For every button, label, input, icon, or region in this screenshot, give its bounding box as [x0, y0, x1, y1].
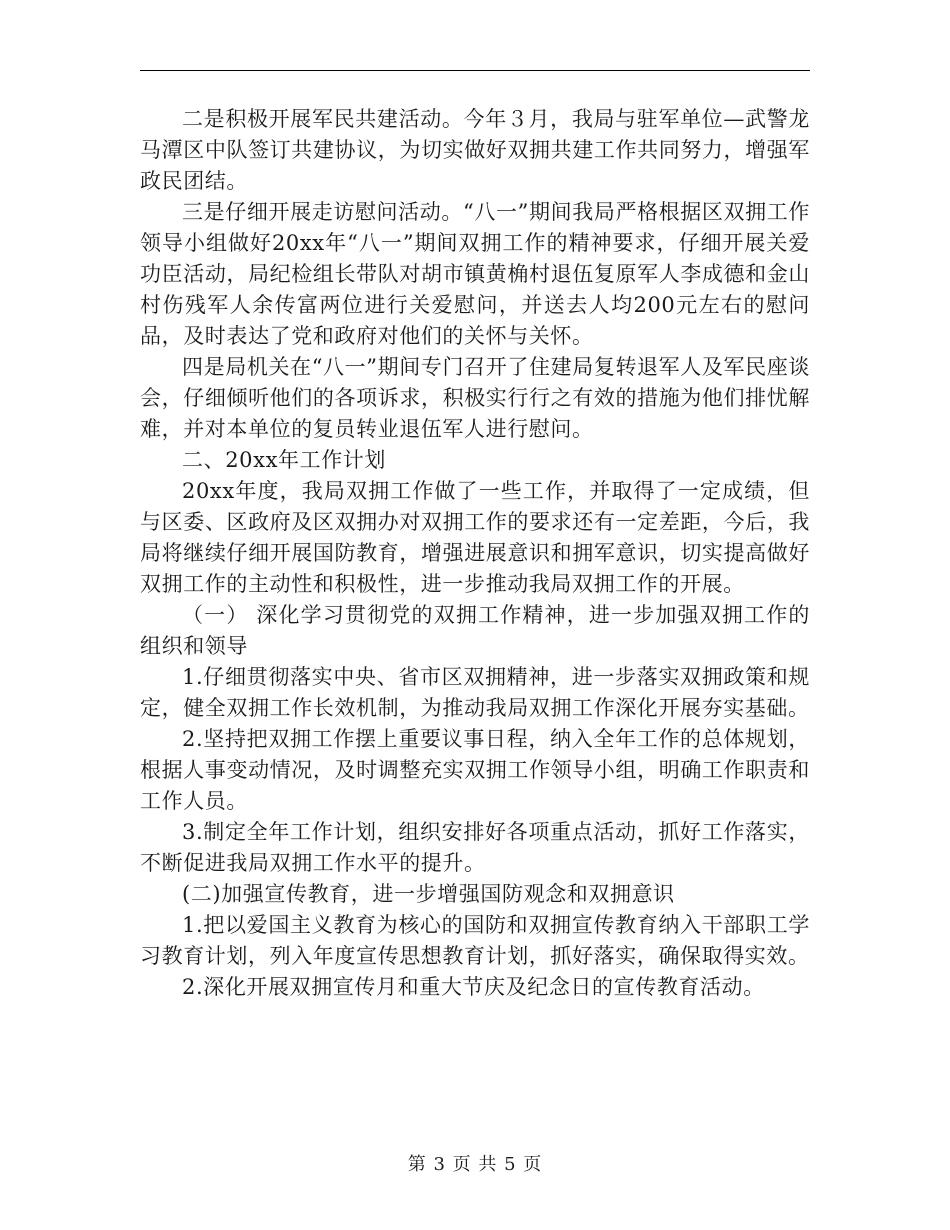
page-footer: 第 3 页 共 5 页	[407, 1154, 543, 1175]
subheading-2: (二)加强宣传教育，进一步增强国防观念和双拥意识	[182, 882, 675, 906]
section-heading-work-plan: 二、20xx年工作计划	[182, 448, 387, 472]
list-item-1-3: 3.制定全年工作计划，组织安排好各项重点活动，抓好工作落实，不断促进我局双拥工作水平的提升。	[140, 820, 810, 875]
document-body	[140, 104, 810, 1003]
paragraph-3: 四是局机关在“八一”期间专门召开了住建局复转退军人及军民座谈会，仔细倾听他们的各项诉求，积极实行行之有效的措施为他们排忧解难，并对本单位的复员转业退伍军人进行慰问。	[140, 355, 810, 441]
subheading-1: （一） 深化学习贯彻党的双拥工作精神，进一步加强双拥工作的组织和领导	[140, 603, 810, 658]
paragraph-1: 二是积极开展军民共建活动。今年３月，我局与驻军单位—武警龙马潭区中队签订共建协议，为切实做好双拥共建工作共同努力，增强军政民团结。	[140, 107, 810, 193]
list-item-2-2: 2.深化开展双拥宣传月和重大节庆及纪念日的宣传教育活动。	[182, 975, 765, 999]
list-item-1-1: 1.仔细贯彻落实中央、省市区双拥精神，进一步落实双拥政策和规定，健全双拥工作长效机制，为推动我局双拥工作深化开展夯实基础。	[140, 665, 810, 720]
list-item-2-1: 1.把以爱国主义教育为核心的国防和双拥宣传教育纳入干部职工学习教育计划，列入年度宣传思想教育计划，抓好落实，确保取得实效。	[140, 913, 810, 968]
paragraph-5: 20xx年度，我局双拥工作做了一些工作，并取得了一定成绩，但与区委、区政府及区双拥办对双拥工作的要求还有一定差距，今后，我局将继续仔细开展国防教育，增强进展意识和拥军意识，切实提高做好双拥工作的主动性和积极性，进一步推动我局双拥工作的开展。	[140, 479, 810, 596]
paragraph-2: 三是仔细开展走访慰问活动。“八一”期间我局严格根据区双拥工作领导小组做好20xx年“八一”期间双拥工作的精神要求，仔细开展关爱功臣活动，局纪检组长带队对胡市镇黄桷村退伍复原军人李成德和金山村伤残军人余传富两位进行关爱慰问，并送去人均200元左右的慰问品，及时表达了党和政府对他们的关怀与关怀。	[140, 200, 810, 348]
header-rule	[140, 70, 810, 71]
list-item-1-2: 2.坚持把双拥工作摆上重要议事日程，纳入全年工作的总体规划，根据人事变动情况，及时调整充实双拥工作领导小组，明确工作职责和工作人员。	[140, 727, 810, 813]
